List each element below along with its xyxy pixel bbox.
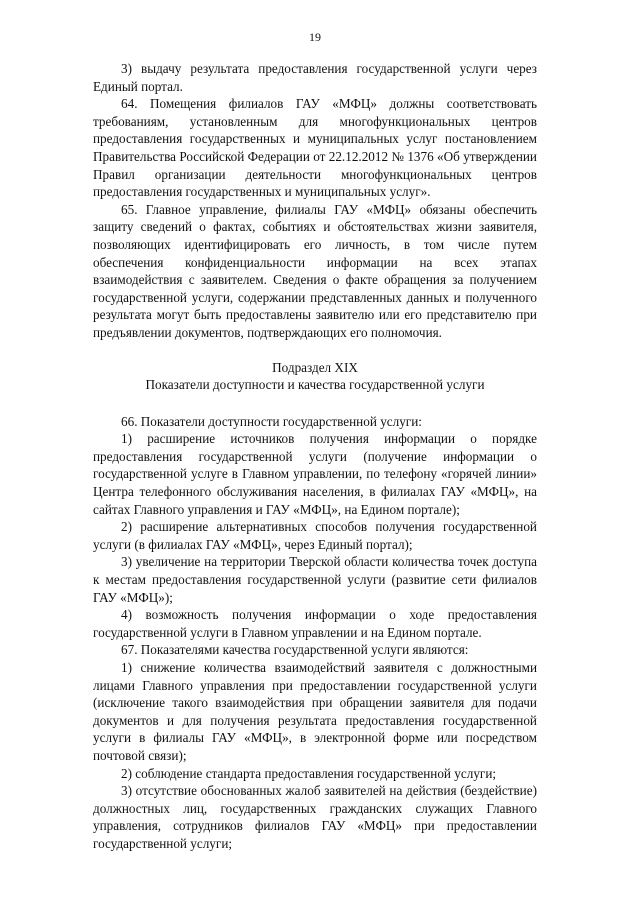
- section-label: Подраздел XIX: [272, 359, 358, 375]
- page-number: 19: [309, 30, 321, 44]
- list-item: 4) возможность получения информации о ходе предоставления государственной услуги в Главном управлении и на Едином портале.: [93, 607, 537, 640]
- paragraph-64: 64. Помещения филиалов ГАУ «МФЦ» должны соответствовать требованиям, установленным для многофункциональных центров предоставления государственных и муниципальных услуг постановлением Правительства Российской Федерации от 22.12.2012 № 1376 «Об утверждении Правил организации деятельности многофункциональных центров предоставления государственных и муниципальных услуг».: [93, 96, 537, 200]
- list-item: 1) снижение количества взаимодействий заявителя с должностными лицами Главного управления при предоставлении государственной услуги (исключение такого взаимодействия при обращении заявителя для подачи документов и для получения результата предоставления государственной услуги в филиалы ГАУ «МФЦ», в электронной форме или посредством почтовой связи);: [93, 660, 537, 763]
- list-item: 2) соблюдение стандарта предоставления государственной услуги;: [121, 765, 497, 781]
- list-item: 3) увеличение на территории Тверской области количества точек доступа к местам предоставления государственной услуги (развитие сети филиалов ГАУ «МФЦ»);: [93, 554, 537, 605]
- list-item: 1) расширение источников получения информации о порядке предоставления государственной услуги (получение информации о государственной услуге в Главном управлении, по телефону «горячей линии» Центра телефонного обслуживания населения, в филиалах ГАУ «МФЦ», на сайтах Главного управления и ГАУ «МФЦ», на Едином портале);: [93, 431, 537, 517]
- list-item: 3) отсутствие обоснованных жалоб заявителей на действия (бездействие) должностных лиц, государственных гражданских служащих Главного управления, сотрудников филиалов ГАУ «МФЦ» при предоставлении государственной услуги;: [93, 783, 537, 851]
- list-item: 2) расширение альтернативных способов получения государственной услуги (в филиалах ГАУ «МФЦ», через Единый портал);: [93, 519, 537, 552]
- paragraph-66: 66. Показатели доступности государственной услуги:: [121, 413, 422, 429]
- document-body: [93, 60, 537, 853]
- paragraph-item-3: 3) выдачу результата предоставления государственной услуги через Единый портал.: [93, 61, 537, 94]
- section-title: Показатели доступности и качества государственной услуги: [145, 377, 485, 393]
- paragraph-67: 67. Показателями качества государственной услуги являются:: [121, 642, 469, 658]
- paragraph-65: 65. Главное управление, филиалы ГАУ «МФЦ» обязаны обеспечить защиту сведений о фактах, событиях и обстоятельствах жизни заявителя, позволяющих идентифицировать его личность, в том числе путем обеспечения конфиденциальности информации на всех этапах взаимодействия с заявителем. Сведения о факте обращения за получением государственной услуги, содержании представленных данных и полученного результата могут быть предоставлены заявителю или его представителю при предъявлении документов, подтверждающих его полномочия.: [93, 201, 537, 340]
